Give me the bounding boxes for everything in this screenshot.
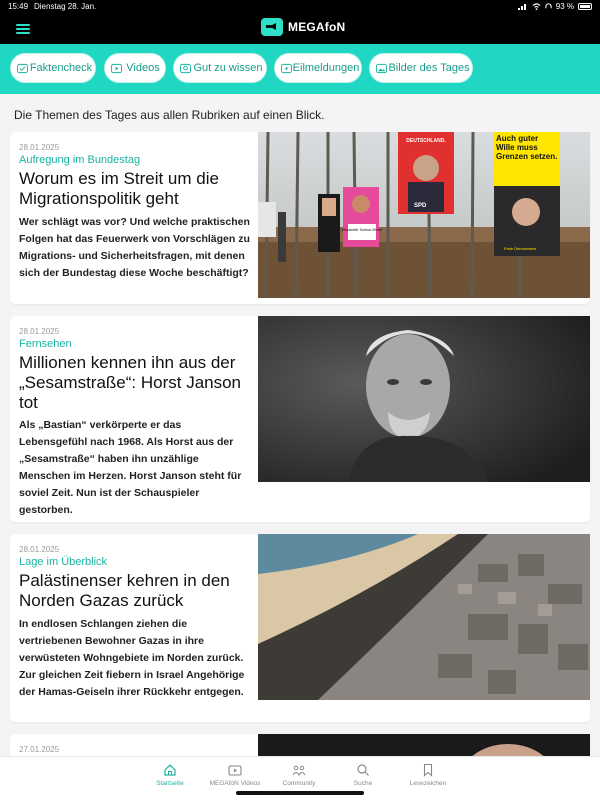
article-teaser: In endlosen Schlangen ziehen die vertriebenen Bewohner Gazas in ihre verwüsteten Wohngebiete im Norden zurück. Zur gleichen Zeit fiebern in Israel Angehörige der Hamas-Geiseln ihrer Rückkehr entgegen. xyxy=(19,618,245,698)
tab-label: Lesezeichen xyxy=(409,780,447,787)
tab-megafon-videos[interactable] xyxy=(200,763,270,787)
article-date: 28.01.2025 xyxy=(19,143,60,152)
article-title: Millionen kennen ihn aus der „Sesamstraße“: Horst Janson tot xyxy=(19,353,242,412)
bolt-icon xyxy=(281,63,292,74)
poster-text-spd: SPD xyxy=(414,203,427,209)
article-title: Palästinenser kehren in den Norden Gazas zurück xyxy=(19,571,230,610)
status-time: 15:49 xyxy=(8,2,29,11)
search-icon xyxy=(356,763,370,777)
headphones-icon xyxy=(545,3,552,10)
article-teaser: Als „Bastian“ verkörperte er das Lebensgefühl nach 1968. Als Horst aus der „Sesamstraße“ haben ihn unzählige Menschen im Herzen. Horst Janson steht für soviel Zeit. Nun ist der Schauspieler gestorben. xyxy=(19,419,242,516)
article-teaser: Wer schlägt was vor? Und welche praktischen Folgen hat das Feuerwerk von Vorschlägen zu Migrations- und Sicherheitsfragen, mit denen sich der Bundestag diese Woche beschäftigt? xyxy=(19,216,250,279)
tab-lesezeichen[interactable] xyxy=(393,763,463,787)
article-date: 28.01.2025 xyxy=(19,327,60,336)
tab-label: Suche xyxy=(353,780,373,787)
article-card[interactable] xyxy=(10,534,590,722)
video-icon xyxy=(228,763,242,777)
article-card[interactable] xyxy=(10,316,590,522)
quicknav-label: Videos xyxy=(126,62,160,74)
feed-intro: Die Themen des Tages aus allen Rubriken auf einen Blick. xyxy=(14,108,325,122)
poster-text-name: Elisabeth Schick-Ebert xyxy=(341,227,383,232)
wifi-icon xyxy=(532,3,541,10)
quicknav-label: Bilder des Tages xyxy=(388,62,470,74)
article-feed[interactable] xyxy=(0,94,600,756)
tab-label: Startseite xyxy=(156,780,184,787)
portrait-photo xyxy=(258,316,590,482)
play-icon xyxy=(111,63,122,74)
megaphone-logo-icon xyxy=(261,18,283,36)
article-image[interactable] xyxy=(258,534,590,700)
poster-text-fdp: Freie Demokraten xyxy=(504,246,537,251)
tab-suche[interactable] xyxy=(328,763,398,787)
lightbulb-icon xyxy=(180,63,191,74)
election-posters-photo xyxy=(258,132,590,298)
tab-community[interactable] xyxy=(264,763,334,787)
bookmark-icon xyxy=(421,763,435,777)
poster-text-germany: DEUTSCHLAND. xyxy=(406,138,446,144)
battery-percentage: 93 % xyxy=(555,2,574,11)
home-indicator[interactable] xyxy=(236,791,364,795)
quicknav-videos[interactable] xyxy=(104,53,166,83)
quicknav-eilmeldungen[interactable] xyxy=(274,53,362,83)
article-card[interactable] xyxy=(10,132,590,304)
quick-nav xyxy=(0,44,600,94)
quicknav-label: Eilmeldungen xyxy=(292,62,360,74)
article-image[interactable] xyxy=(258,316,590,482)
community-icon xyxy=(292,763,306,777)
article-date: 28.01.2025 xyxy=(19,545,60,554)
article-title: Worum es im Streit um die Migrationspolitik geht xyxy=(19,169,219,208)
check-icon xyxy=(17,63,28,74)
quicknav-label: Faktencheck xyxy=(29,62,93,74)
tab-label: MEGAfoN Videos xyxy=(209,780,261,787)
quicknav-bilder-des-tages[interactable] xyxy=(369,53,473,83)
article-image[interactable] xyxy=(258,132,590,298)
status-bar xyxy=(0,0,600,14)
article-date: 27.01.2025 xyxy=(19,745,60,754)
gaza-aerial-photo xyxy=(258,534,590,700)
tab-label: Community xyxy=(282,780,316,787)
tab-startseite[interactable] xyxy=(135,763,205,787)
status-date: Dienstag 28. Jan. xyxy=(34,2,97,11)
quicknav-gut-zu-wissen[interactable] xyxy=(173,53,267,83)
brand[interactable] xyxy=(261,18,345,36)
app-header xyxy=(0,0,600,44)
poster-text-slogan: Auch guter Wille muss Grenzen setzen. xyxy=(496,134,558,161)
image-icon xyxy=(376,63,387,74)
menu-button[interactable] xyxy=(16,24,30,34)
article-rubric: Lage im Überblick xyxy=(19,556,108,568)
quicknav-label: Gut zu wissen xyxy=(193,62,263,74)
cellular-icon xyxy=(518,3,528,10)
battery-icon xyxy=(578,3,592,10)
status-indicators xyxy=(518,2,592,11)
article-rubric: Fernsehen xyxy=(19,338,72,350)
article-rubric: Aufregung im Bundestag xyxy=(19,154,141,166)
home-icon xyxy=(163,763,177,777)
quicknav-faktencheck[interactable] xyxy=(10,53,96,83)
brand-name: MEGAfoN xyxy=(288,20,346,34)
